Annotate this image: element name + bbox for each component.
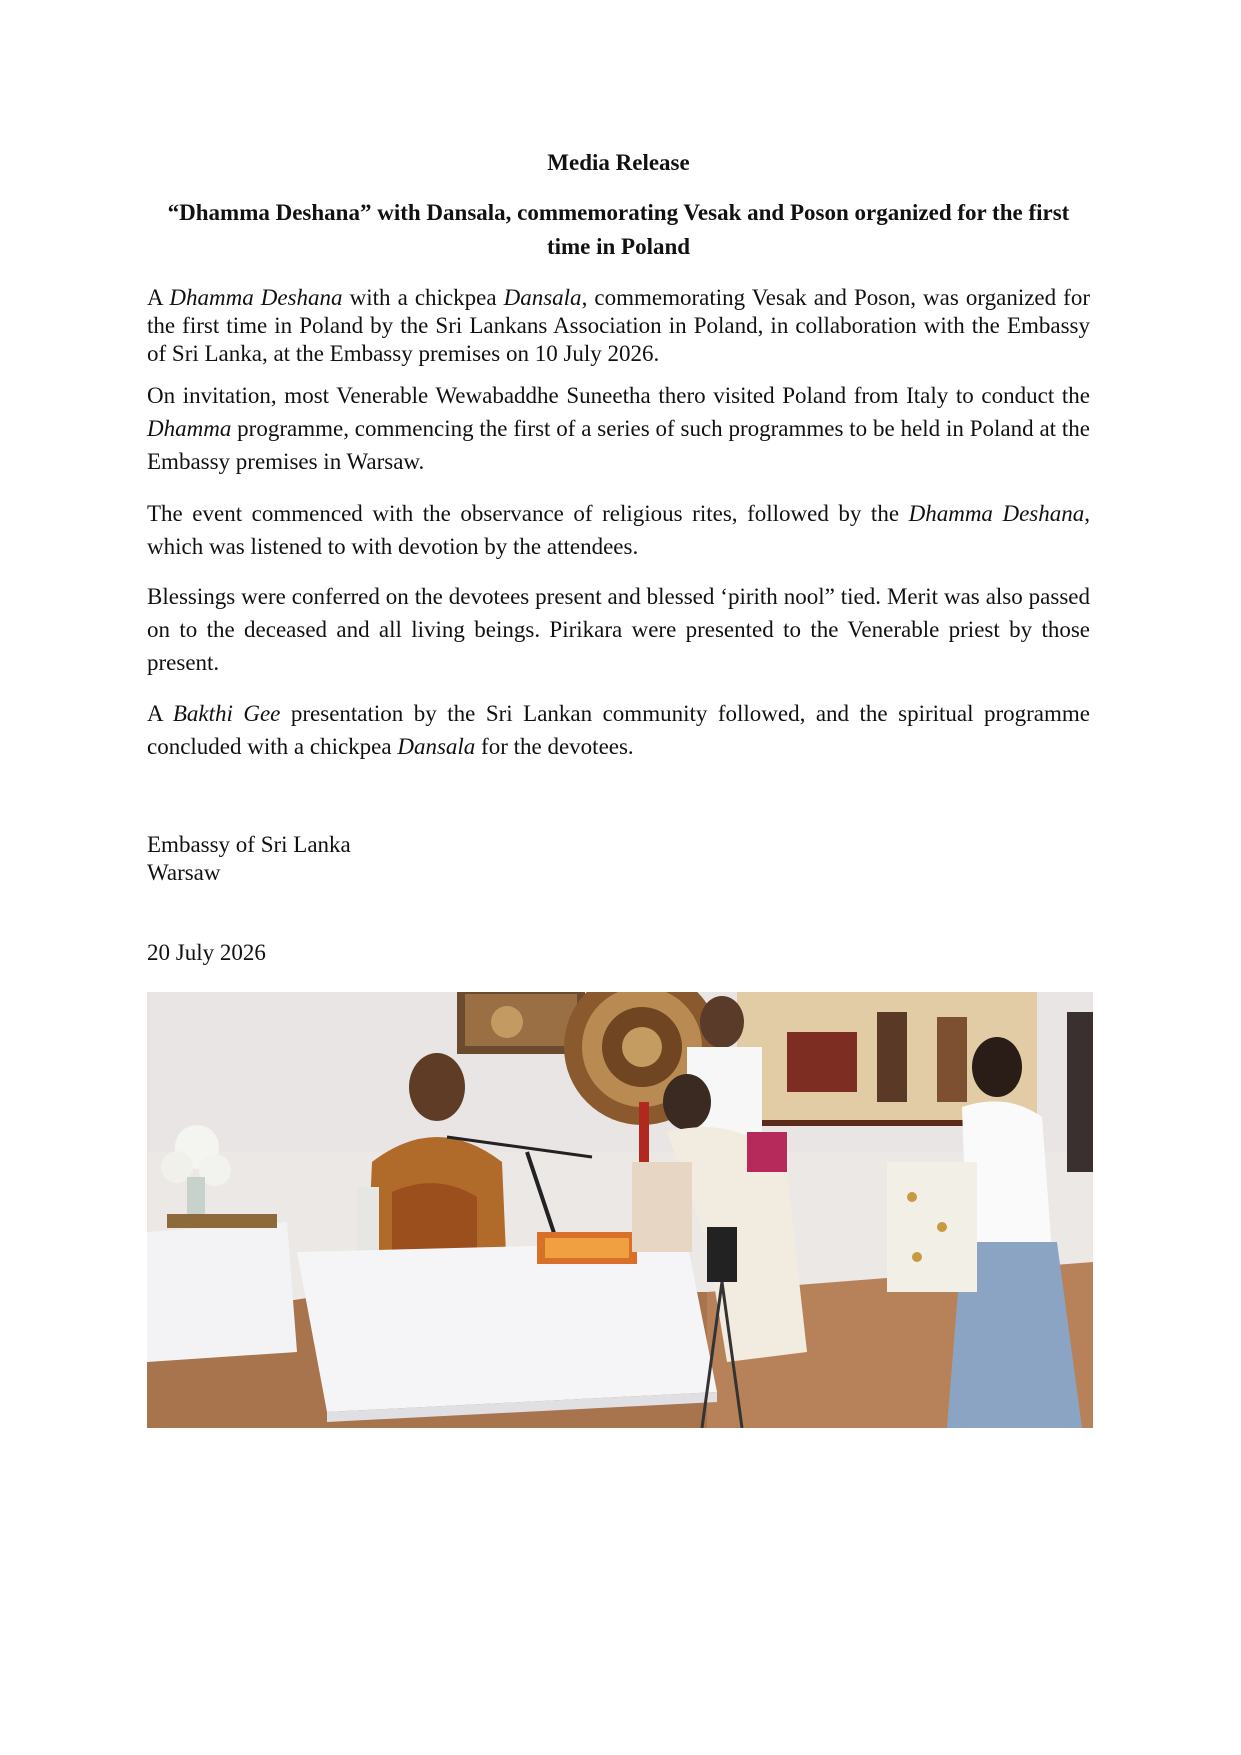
- document-headline: “Dhamma Deshana” with Dansala, commemorating Vesak and Poson organized for the first time in Poland: [167, 200, 1070, 259]
- release-date: 20 July 2026: [147, 940, 266, 965]
- text-run: , commemorating Vesak and Poson, was organized for the first time in Poland by the Sri Lankans Association in Poland, in collaboration with the Embassy of Sri Lanka, at the Embassy premises on 10 July 2026.: [147, 285, 1090, 366]
- italic-term: Dansala: [503, 285, 582, 310]
- italic-term: Bakthi Gee: [172, 701, 281, 726]
- paragraph-3: [147, 497, 1090, 563]
- text-run: A: [147, 285, 170, 310]
- text-run: The event commenced with the observance of religious rites, followed by the: [147, 501, 909, 526]
- signature-city: Warsaw: [147, 860, 221, 885]
- text-run: programme, commencing the first of a series of such programmes to be held in Poland at the Embassy premises in Warsaw.: [147, 416, 1090, 474]
- text-run: with a chickpea: [342, 285, 504, 310]
- paragraph-2: [147, 379, 1090, 478]
- paragraph-5: [147, 697, 1090, 763]
- document-title: Media Release: [547, 150, 690, 175]
- text-run: , which was listened to with devotion by the attendees.: [147, 501, 1090, 559]
- paragraph-4: [147, 580, 1090, 679]
- text-run: A: [147, 701, 173, 726]
- event-photo: [147, 992, 1093, 1428]
- italic-term: Dhamma Deshana: [908, 501, 1085, 526]
- italic-term: Dhamma: [147, 416, 232, 441]
- text-run: On invitation, most Venerable Wewabaddhe Suneetha thero visited Poland from Italy to conduct the: [147, 383, 1090, 408]
- italic-term: Dhamma Deshana: [169, 285, 343, 310]
- signature-organization: Embassy of Sri Lanka: [147, 832, 351, 857]
- italic-term: Dansala: [397, 734, 476, 759]
- text-run: Blessings were conferred on the devotees present and blessed ‘pirith nool” tied. Merit was also passed on to the deceased and all living beings. Pirikara were presented to the Venerable priest by those present.: [147, 584, 1090, 675]
- event-photo-illustration: [147, 992, 1093, 1428]
- paragraph-1: [147, 284, 1090, 368]
- text-run: presentation by the Sri Lankan community followed, and the spiritual programme concluded with a chickpea: [147, 701, 1090, 759]
- text-run: for the devotees.: [475, 734, 634, 759]
